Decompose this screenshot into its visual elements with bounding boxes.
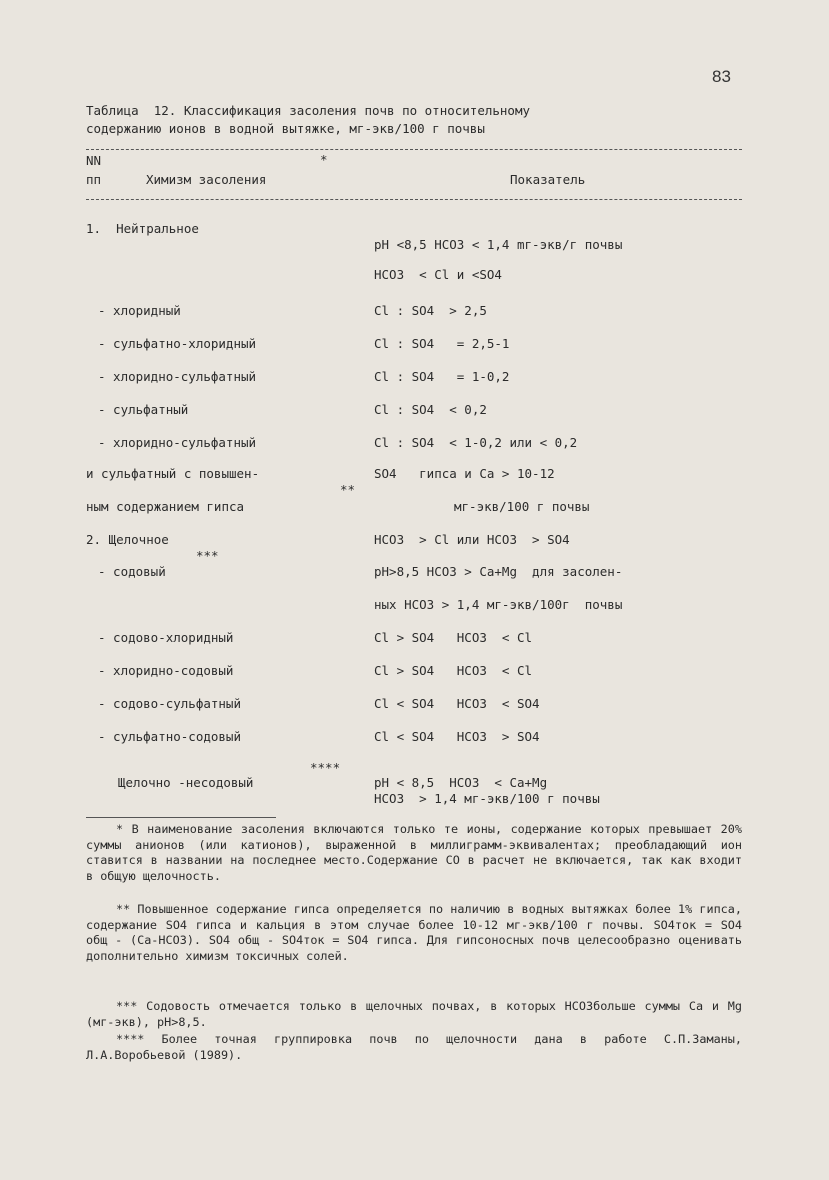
- header-chemistry: Химизм засоления: [146, 172, 267, 187]
- row-label: - содовый: [98, 564, 166, 579]
- row-value: Cl : SO4 = 1-0,2: [374, 369, 510, 384]
- row-label: - хлоридно-сульфатный: [98, 435, 257, 450]
- footnote-mark-nonsoda: ****: [310, 760, 341, 775]
- row-value: Cl : SO4 < 1-0,2 или < 0,2: [374, 435, 578, 450]
- row-value: HCO3 > Cl или HCO3 > SO4: [374, 532, 570, 547]
- table-caption-line2: содержанию ионов в водной вытяжке, мг-экв/100 г почвы: [86, 121, 485, 136]
- table-caption-line1: Таблица 12. Классификация засоления почв по относительному: [86, 103, 531, 118]
- row-value: pH>8,5 HCO3 > Ca+Mg для засолен-: [374, 564, 623, 579]
- header-rule-bottom: [86, 199, 742, 200]
- row-value: HCO3 > 1,4 мг-экв/100 г почвы: [374, 791, 600, 806]
- row-label: 1. Нейтральное: [86, 221, 199, 236]
- row-label: - сульфатный: [98, 402, 189, 417]
- row-label: Щелочно -несодовый: [118, 775, 254, 790]
- footnote-mark-soda: ***: [196, 548, 219, 563]
- row-value: ных HCO3 > 1,4 мг-экв/100г почвы: [374, 597, 623, 612]
- row-label: - хлоридно-сульфатный: [98, 369, 257, 384]
- row-label: - хлоридно-содовый: [98, 663, 234, 678]
- row-label: ным содержанием гипса: [86, 499, 245, 514]
- header-indicator: Показатель: [510, 172, 586, 187]
- row-value: Cl : SO4 = 2,5-1: [374, 336, 510, 351]
- row-label: - сульфатно-хлоридный: [98, 336, 257, 351]
- row-value: мг-экв/100 г почвы: [454, 499, 590, 514]
- row-value: Cl < SO4 HCO3 < SO4: [374, 696, 540, 711]
- row-value: HCO3 < Cl и <SO4: [374, 267, 502, 282]
- row-value: Cl : SO4 < 0,2: [374, 402, 487, 417]
- row-label: и сульфатный с повышен-: [86, 466, 260, 481]
- row-label: - содово-сульфатный: [98, 696, 241, 711]
- footnote-3: *** Содовость отмечается только в щелочных почвах, в которых HCO3больше суммы Ca и Mg (мг-экв), pH>8,5.: [86, 999, 742, 1029]
- row-label: - содово-хлоридный: [98, 630, 234, 645]
- row-value: Cl < SO4 HCO3 > SO4: [374, 729, 540, 744]
- footnote-2: ** Повышенное содержание гипса определяется по наличию в водных вытяжках более 1% гипса, содержание SO4 гипса и кальция в этом случае более 10-12 мг-экв/100 г почвы. SO4ток = SO4 общ - (Ca-HCO3). SO4 общ - SO4ток = SO4 гипса. Для гипсоносных почв целесообразно оценивать дополнительно химизм токсичных солей.: [86, 902, 742, 963]
- row-value: pH < 8,5 HCO3 < Ca+Mg: [374, 775, 548, 790]
- header-pp: пп: [86, 172, 102, 187]
- row-value: Cl : SO4 > 2,5: [374, 303, 487, 318]
- header-nn: NN: [86, 153, 102, 168]
- footnote-1: * В наименование засоления включаются только те ионы, содержание которых превышает 20% суммы анионов (или катионов), выраженной в миллиграмм-эквивалентах; преобладающий ион ставится в названии на последнее место.Содержание CO в расчет не включается, так как входит в общую щелочность.: [86, 822, 742, 883]
- row-value: pH <8,5 HCO3 < 1,4 mг-экв/г почвы: [374, 237, 623, 252]
- page-number: 83: [712, 67, 731, 86]
- header-rule-top: [86, 149, 742, 150]
- row-value: Cl > SO4 HCO3 < Cl: [374, 663, 533, 678]
- row-value: SO4 гипса и Ca > 10-12: [374, 466, 555, 481]
- row-value: Cl > SO4 HCO3 < Cl: [374, 630, 533, 645]
- footnote-4: **** Более точная группировка почв по щелочности дана в работе С.П.Заманы, Л.А.Воробьевой (1989).: [86, 1032, 742, 1062]
- row-label: 2. Щелочное: [86, 532, 169, 547]
- row-label: - хлоридный: [98, 303, 181, 318]
- footnote-separator: [86, 817, 276, 818]
- row-label: - сульфатно-содовый: [98, 729, 241, 744]
- header-footnote-mark: *: [320, 152, 328, 167]
- footnote-mark-gypsum: **: [340, 482, 356, 497]
